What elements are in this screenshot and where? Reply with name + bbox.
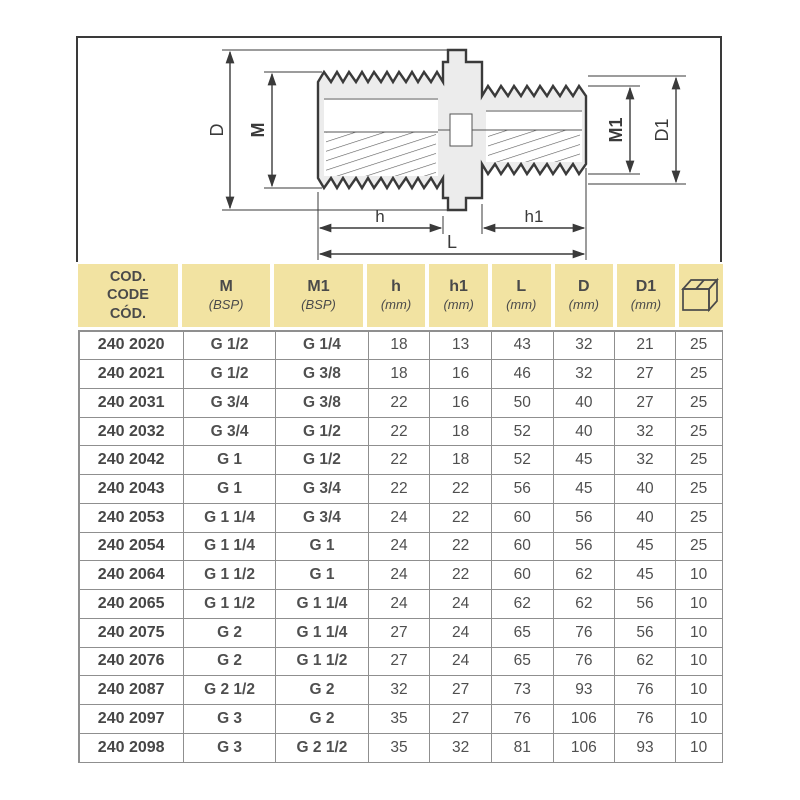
table-body	[78, 330, 723, 763]
header-cell-h1: h1 (mm)	[429, 264, 488, 327]
table-cell: 76	[615, 676, 675, 704]
table-cell: 10	[676, 705, 722, 733]
table-cell: G 2	[184, 648, 275, 676]
dim-label-M1: M1	[606, 117, 626, 143]
table-cell: 56	[615, 590, 675, 618]
table-cell: 32	[615, 418, 675, 446]
header-code-line: COD.	[109, 269, 147, 286]
table-cell: 18	[430, 446, 491, 474]
table-cell: 10	[676, 561, 722, 589]
table-cell: 25	[676, 446, 722, 474]
table-cell: 22	[430, 475, 491, 503]
table-cell: 24	[369, 533, 430, 561]
table-cell: G 2 1/2	[276, 734, 367, 762]
dim-label-D: D	[207, 123, 227, 137]
header-cell-L: L (mm)	[492, 264, 551, 327]
header-cell-pack-qty	[679, 264, 723, 327]
table-cell: 25	[676, 418, 722, 446]
table-cell: 24	[369, 590, 430, 618]
row-code-cell: 240 2042	[80, 446, 183, 474]
table-cell: 27	[615, 389, 675, 417]
table-cell: 106	[554, 705, 615, 733]
header-cell-M1: M1 (BSP)	[274, 264, 362, 327]
row-code-cell: 240 2053	[80, 504, 183, 532]
table-cell: 16	[430, 389, 491, 417]
table-cell: 10	[676, 648, 722, 676]
row-code-cell: 240 2075	[80, 619, 183, 647]
table-cell: G 3	[184, 705, 275, 733]
table-cell: G 1 1/2	[184, 561, 275, 589]
table-cell: 56	[492, 475, 553, 503]
row-code-cell: 240 2065	[80, 590, 183, 618]
row-code-cell: 240 2043	[80, 475, 183, 503]
dim-label-L: L	[446, 232, 458, 252]
table-cell: 32	[554, 360, 615, 388]
table-cell: 40	[554, 389, 615, 417]
table-cell: G 3/8	[276, 360, 367, 388]
table-cell: 76	[554, 619, 615, 647]
table-cell: 60	[492, 504, 553, 532]
table-cell: 13	[430, 332, 491, 360]
table-cell: G 2	[184, 619, 275, 647]
table-cell: 65	[492, 619, 553, 647]
table-cell: 62	[554, 561, 615, 589]
table-cell: 93	[615, 734, 675, 762]
table-cell: G 1/2	[184, 332, 275, 360]
table-cell: 62	[492, 590, 553, 618]
table-cell: G 3	[184, 734, 275, 762]
table-cell: G 2 1/2	[184, 676, 275, 704]
table-cell: 10	[676, 734, 722, 762]
row-code-cell: 240 2098	[80, 734, 183, 762]
header-cell-M: M (BSP)	[182, 264, 270, 327]
header-cell-D: D (mm)	[555, 264, 614, 327]
table-cell: 24	[369, 561, 430, 589]
row-code-cell: 240 2076	[80, 648, 183, 676]
table-cell: 52	[492, 418, 553, 446]
dim-label-M: M	[248, 122, 268, 138]
table-cell: 25	[676, 360, 722, 388]
table-cell: 22	[430, 561, 491, 589]
row-code-cell: 240 2021	[80, 360, 183, 388]
header-code-line: CÓD.	[109, 305, 147, 322]
table-cell: 73	[492, 676, 553, 704]
table-cell: 56	[554, 504, 615, 532]
technical-drawing-frame	[76, 36, 722, 262]
dim-label-D1: D1	[652, 118, 672, 142]
table-cell: G 3/8	[276, 389, 367, 417]
table-cell: G 1/4	[276, 332, 367, 360]
table-cell: 76	[492, 705, 553, 733]
table-cell: G 2	[276, 705, 367, 733]
table-cell: G 3/4	[276, 475, 367, 503]
table-cell: 60	[492, 533, 553, 561]
table-cell: G 1	[276, 561, 367, 589]
table-cell: 24	[430, 590, 491, 618]
table-cell: G 1/2	[276, 446, 367, 474]
table-cell: 27	[615, 360, 675, 388]
table-cell: G 1/2	[184, 360, 275, 388]
table-cell: 22	[430, 504, 491, 532]
row-code-cell: 240 2031	[80, 389, 183, 417]
row-code-cell: 240 2087	[80, 676, 183, 704]
table-cell: 43	[492, 332, 553, 360]
fitting-body-group	[207, 50, 686, 260]
table-cell: 56	[554, 533, 615, 561]
table-cell: 45	[554, 475, 615, 503]
table-cell: 40	[554, 418, 615, 446]
table-cell: 45	[615, 561, 675, 589]
table-cell: G 3/4	[276, 504, 367, 532]
table-cell: 22	[369, 389, 430, 417]
table-header-row	[78, 264, 723, 327]
table-cell: 35	[369, 734, 430, 762]
table-cell: 22	[369, 475, 430, 503]
table-cell: 40	[615, 504, 675, 532]
row-code-cell: 240 2032	[80, 418, 183, 446]
table-cell: 18	[369, 332, 430, 360]
table-cell: 76	[554, 648, 615, 676]
left-internal-thread-hatch	[326, 132, 436, 176]
table-cell: 93	[554, 676, 615, 704]
table-cell: 10	[676, 590, 722, 618]
table-cell: 22	[430, 533, 491, 561]
table-cell: 10	[676, 676, 722, 704]
table-cell: 18	[430, 418, 491, 446]
dim-label-h1: h1	[524, 207, 544, 226]
table-cell: 40	[615, 475, 675, 503]
spec-table	[78, 264, 723, 763]
table-cell: 62	[554, 590, 615, 618]
table-cell: G 1	[184, 446, 275, 474]
table-cell: 76	[615, 705, 675, 733]
table-cell: 32	[554, 332, 615, 360]
table-cell: G 3/4	[184, 418, 275, 446]
table-cell: 62	[615, 648, 675, 676]
table-cell: 25	[676, 475, 722, 503]
table-cell: 56	[615, 619, 675, 647]
table-cell: 22	[369, 418, 430, 446]
table-cell: 24	[430, 648, 491, 676]
header-code-line: CODE	[107, 287, 149, 304]
table-cell: 16	[430, 360, 491, 388]
package-box-icon	[679, 276, 723, 316]
row-code-cell: 240 2064	[80, 561, 183, 589]
table-cell: G 1 1/4	[276, 590, 367, 618]
table-cell: 32	[369, 676, 430, 704]
table-cell: 81	[492, 734, 553, 762]
table-cell: 32	[430, 734, 491, 762]
table-cell: G 1/2	[276, 418, 367, 446]
table-cell: 106	[554, 734, 615, 762]
table-cell: G 1 1/2	[276, 648, 367, 676]
table-cell: G 1	[184, 475, 275, 503]
row-code-cell: 240 2020	[80, 332, 183, 360]
table-cell: 24	[369, 504, 430, 532]
header-cell-code	[78, 264, 178, 327]
table-cell: 45	[615, 533, 675, 561]
header-cell-h: h (mm)	[367, 264, 426, 327]
table-cell: 10	[676, 619, 722, 647]
table-cell: G 1 1/4	[184, 504, 275, 532]
table-cell: 25	[676, 332, 722, 360]
fitting-technical-drawing	[78, 38, 720, 260]
table-cell: 45	[554, 446, 615, 474]
row-code-cell: 240 2054	[80, 533, 183, 561]
table-cell: 24	[430, 619, 491, 647]
table-cell: 21	[615, 332, 675, 360]
row-code-cell: 240 2097	[80, 705, 183, 733]
table-cell: 27	[369, 619, 430, 647]
right-internal-thread-hatch	[488, 130, 580, 162]
table-cell: 27	[430, 705, 491, 733]
table-cell: 65	[492, 648, 553, 676]
table-cell: G 1 1/2	[184, 590, 275, 618]
internal-step	[450, 114, 472, 146]
table-cell: 60	[492, 561, 553, 589]
table-cell: 27	[430, 676, 491, 704]
table-cell: 25	[676, 533, 722, 561]
table-cell: G 1	[276, 533, 367, 561]
table-cell: G 1 1/4	[276, 619, 367, 647]
table-cell: 25	[676, 504, 722, 532]
table-cell: 52	[492, 446, 553, 474]
table-cell: 22	[369, 446, 430, 474]
table-cell: 46	[492, 360, 553, 388]
table-cell: G 3/4	[184, 389, 275, 417]
table-cell: 18	[369, 360, 430, 388]
table-cell: 35	[369, 705, 430, 733]
dim-label-h: h	[375, 207, 385, 226]
header-cell-D1: D1 (mm)	[617, 264, 675, 327]
table-cell: G 1 1/4	[184, 533, 275, 561]
table-cell: 32	[615, 446, 675, 474]
table-cell: G 2	[276, 676, 367, 704]
table-cell: 27	[369, 648, 430, 676]
table-cell: 50	[492, 389, 553, 417]
table-cell: 25	[676, 389, 722, 417]
